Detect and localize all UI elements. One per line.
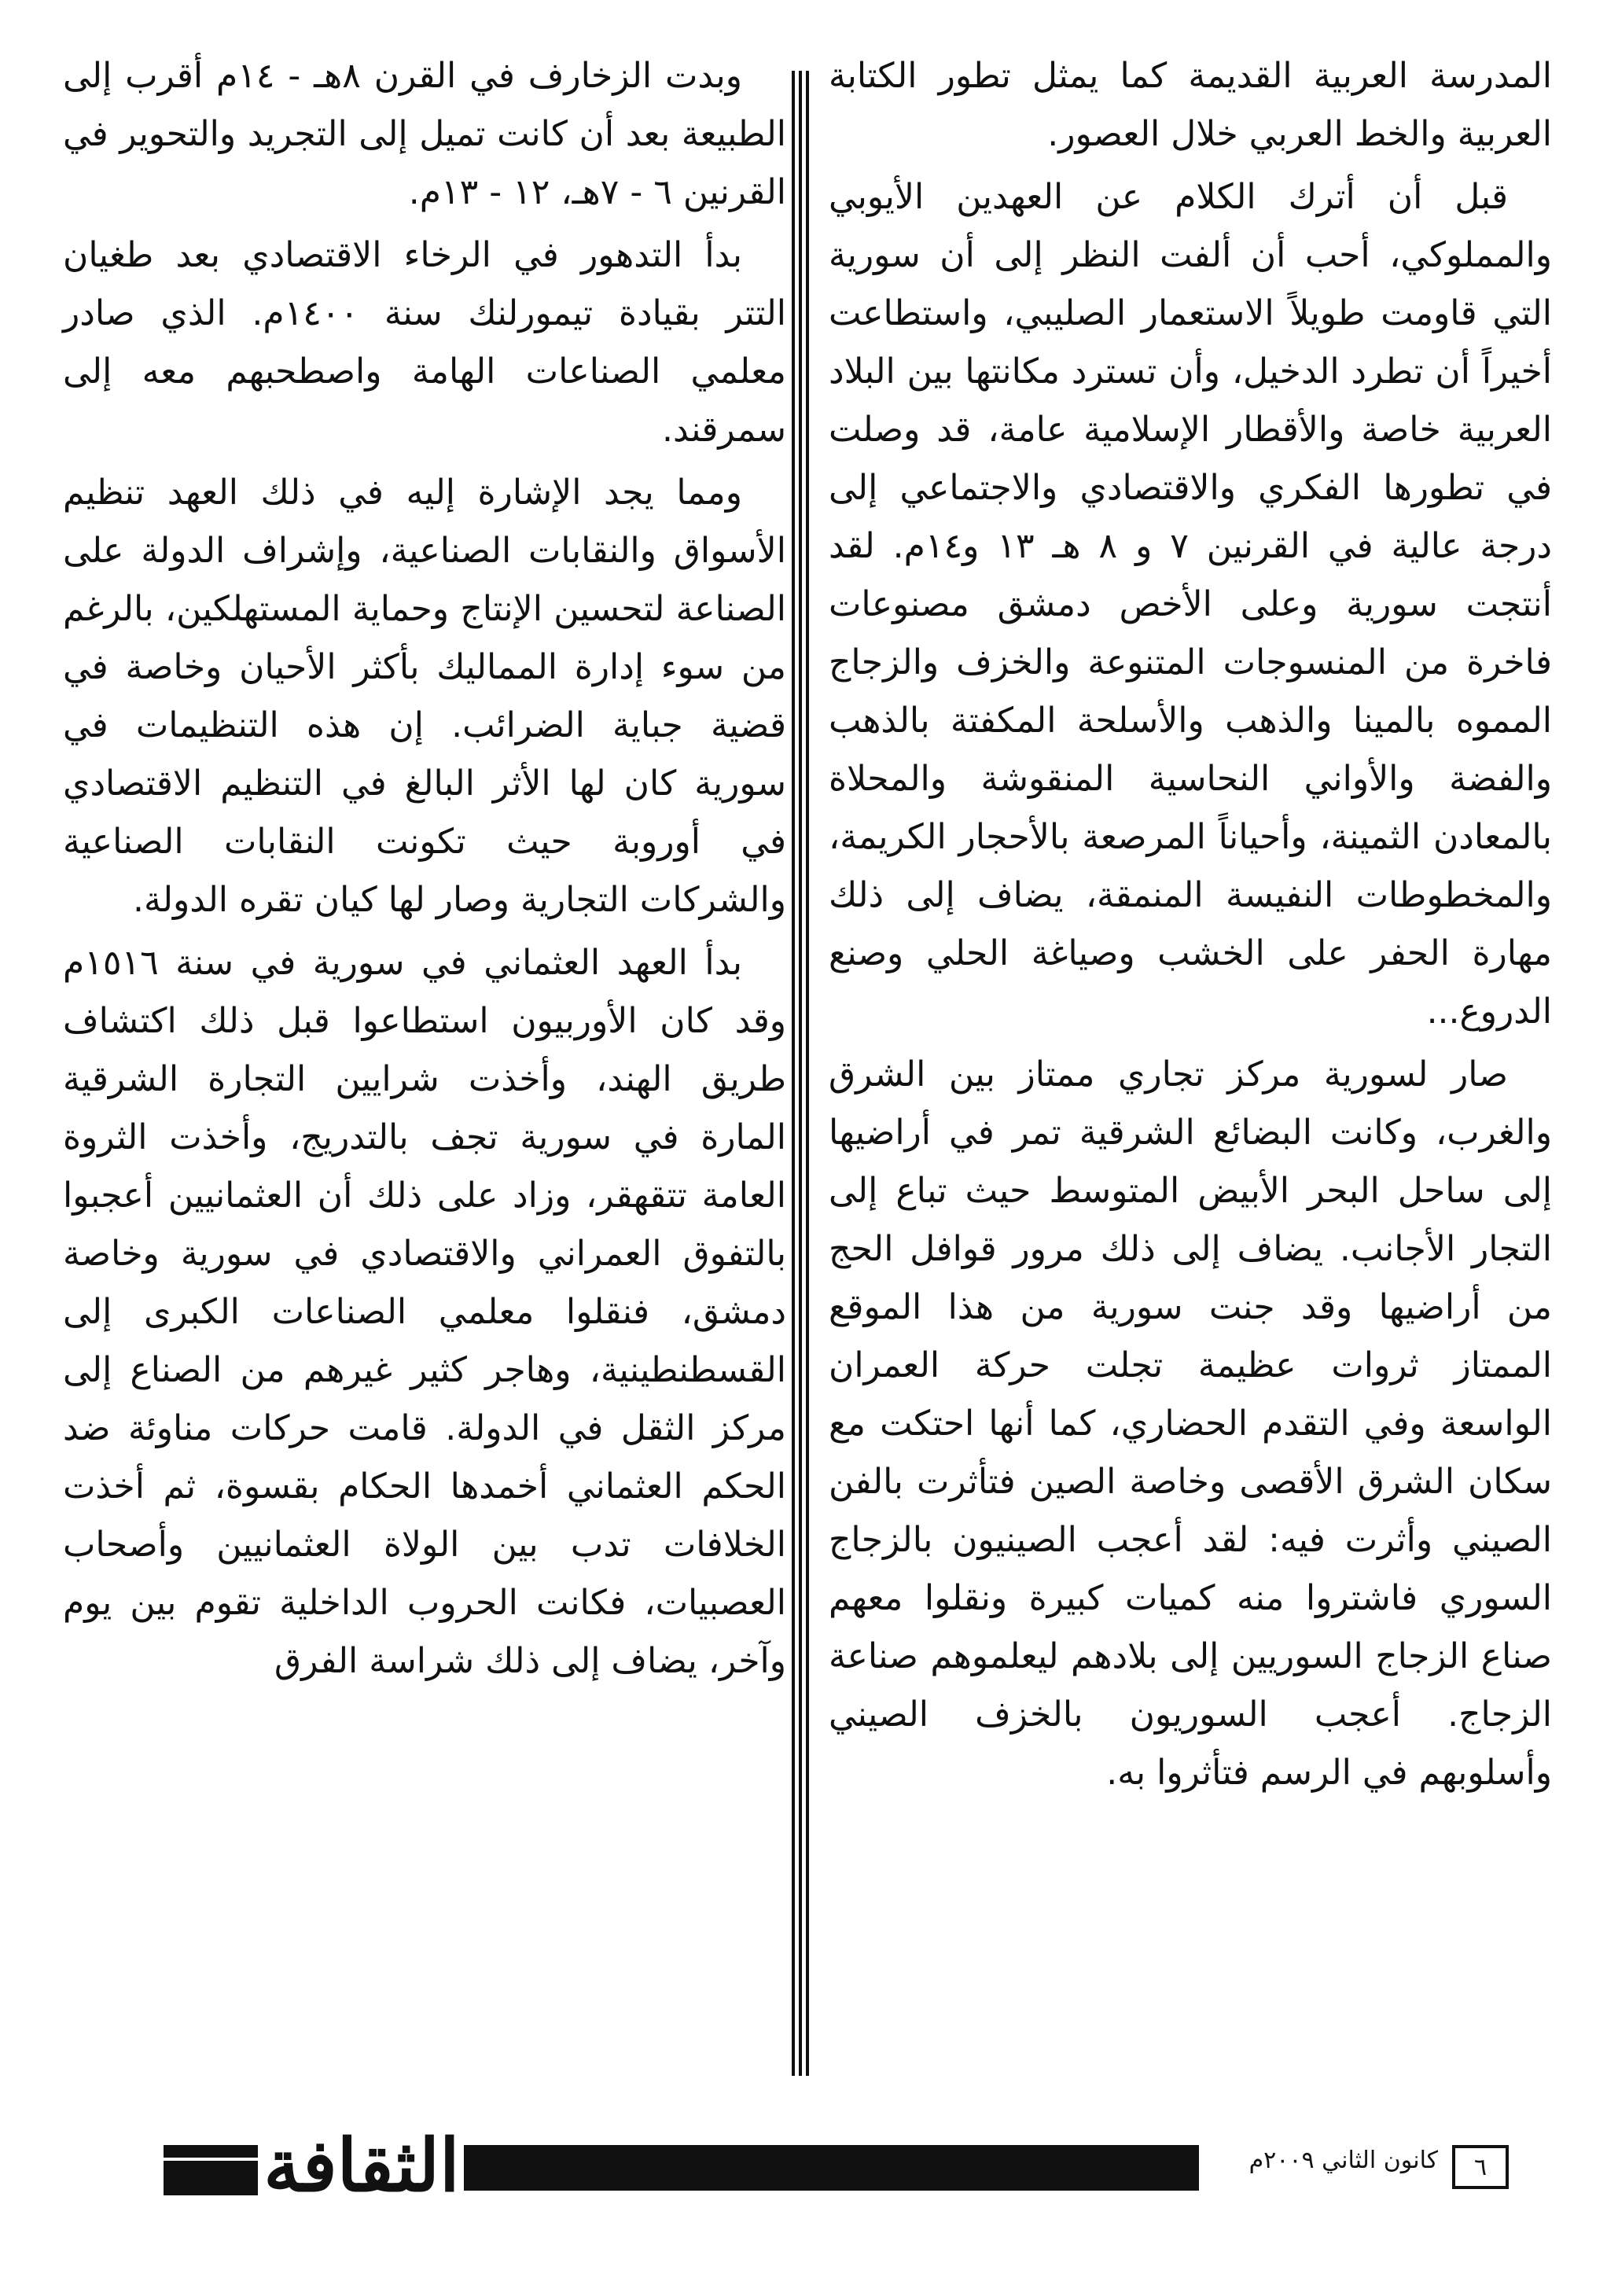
- page-footer: [0, 2123, 1607, 2225]
- paragraph: المدرسة العربية القديمة كما يمثل تطور الكتابة العربية والخط العربي خلال العصور.: [829, 56, 1552, 154]
- paragraph: وبدت الزخارف في القرن ٨هـ - ١٤م أقرب إلى الطبيعة بعد أن كانت تميل إلى التجريد والتحوير في القرنين ٦ - ٧هـ، ١٢ - ١٣م.: [63, 56, 786, 212]
- footer-bar: [464, 2145, 1199, 2191]
- page-number: ٦: [1452, 2145, 1509, 2189]
- column-divider: [792, 71, 809, 2076]
- paragraph: صار لسورية مركز تجاري ممتاز بين الشرق والغرب، وكانت البضائع الشرقية تمر في أراضيها إلى ساحل البحر الأبيض المتوسط حيث تباع إلى التجار الأجانب. يضاف إلى ذلك مرور قوافل الحج من أراضيها وقد جنت سورية من هذا الموقع الممتاز ثروات عظيمة تجلت حركة العمران الواسعة وفي التقدم الحضاري، كما أنها احتكت مع سكان الشرق الأقصى وخاصة الصين فتأثرت بالفن الصيني وأثرت فيه: لقد أعجب الصينيون بالزجاج السوري فاشتروا منه كميات كبيرة ونقلوا معهم صناع الزجاج السوريين إلى بلادهم ليعلموهم صناعة الزجاج. أعجب السوريون بالخزف الصيني وأسلوبهم في الرسم فتأثروا به.: [829, 1054, 1552, 1793]
- article-column-left: [63, 47, 786, 1695]
- issue-date: كانون الثاني ٢٠٠٩م: [1248, 2147, 1438, 2174]
- paragraph: ومما يجد الإشارة إليه في ذلك العهد تنظيم الأسواق والنقابات الصناعية، وإشراف الدولة على الصناعة لتحسين الإنتاج وحماية المستهلكين، بالرغم من سوء إدارة المماليك بأكثر الأحيان وخاصة في قضية جباية الضرائب. إن هذه التنظيمات في سورية كان لها الأثر البالغ في التنظيم الاقتصادي في أوروبة حيث تكونت النقابات الصناعية والشركات التجارية وصار لها كيان تقره الدولة.: [63, 473, 786, 920]
- paragraph: قبل أن أترك الكلام عن العهدين الأيوبي والمملوكي، أحب أن ألفت النظر إلى أن سورية التي قاومت طويلاً الاستعمار الصليبي، واستطاعت أخيراً أن تطرد الدخيل، وأن تسترد مكانتها بين البلاد العربية خاصة والأقطار الإسلامية عامة، قد وصلت في تطورها الفكري والاقتصادي والاجتماعي إلى درجة عالية في القرنين ٧ و ٨ هـ ١٣ و١٤م. لقد أنتجت سورية وعلى الأخص دمشق مصنوعات فاخرة من المنسوجات المتنوعة والخزف والزجاج المموه بالمينا والذهب والأسلحة المكفتة بالذهب والفضة والأواني النحاسية المنقوشة والمحلاة بالمعادن الثمينة، وأحياناً المرصعة بالأحجار الكريمة، والمخطوطات النفيسة المنمقة، يضاف إلى ذلك مهارة الحفر على الخشب وصياغة الحلي وصنع الدروع...: [829, 177, 1552, 1032]
- article-column-right: [829, 47, 1552, 1807]
- magazine-logo: الثقافة: [263, 2123, 460, 2208]
- paragraph: بدأ العهد العثماني في سورية في سنة ١٥١٦م وقد كان الأوربيون استطاعوا قبل ذلك اكتشاف طريق الهند، وأخذت شرايين التجارة الشرقية المارة في سورية تجف بالتدريج، وأخذت الثروة العامة تتقهقر، وزاد على ذلك أن العثمانيين أعجبوا بالتفوق العمراني والاقتصادي في سورية وخاصة دمشق، فنقلوا معلمي الصناعات الكبرى إلى القسطنطينية، وهاجر كثير غيرهم من الصناع إلى مركز الثقل في الدولة. قامت حركات مناوئة ضد الحكم العثماني أخمدها الحكام بقسوة، ثم أخذت الخلافات تدب بين الولاة العثمانيين وأصحاب العصبيات، فكانت الحروب الداخلية تقوم بين يوم وآخر، يضاف إلى ذلك شراسة الفرق: [63, 943, 786, 1681]
- footer-bar-small: [164, 2145, 258, 2195]
- paragraph: بدأ التدهور في الرخاء الاقتصادي بعد طغيان التتر بقيادة تيمورلنك سنة ١٤٠٠م. الذي صادر معلمي الصناعات الهامة واصطحبهم معه إلى سمرقند.: [63, 235, 786, 450]
